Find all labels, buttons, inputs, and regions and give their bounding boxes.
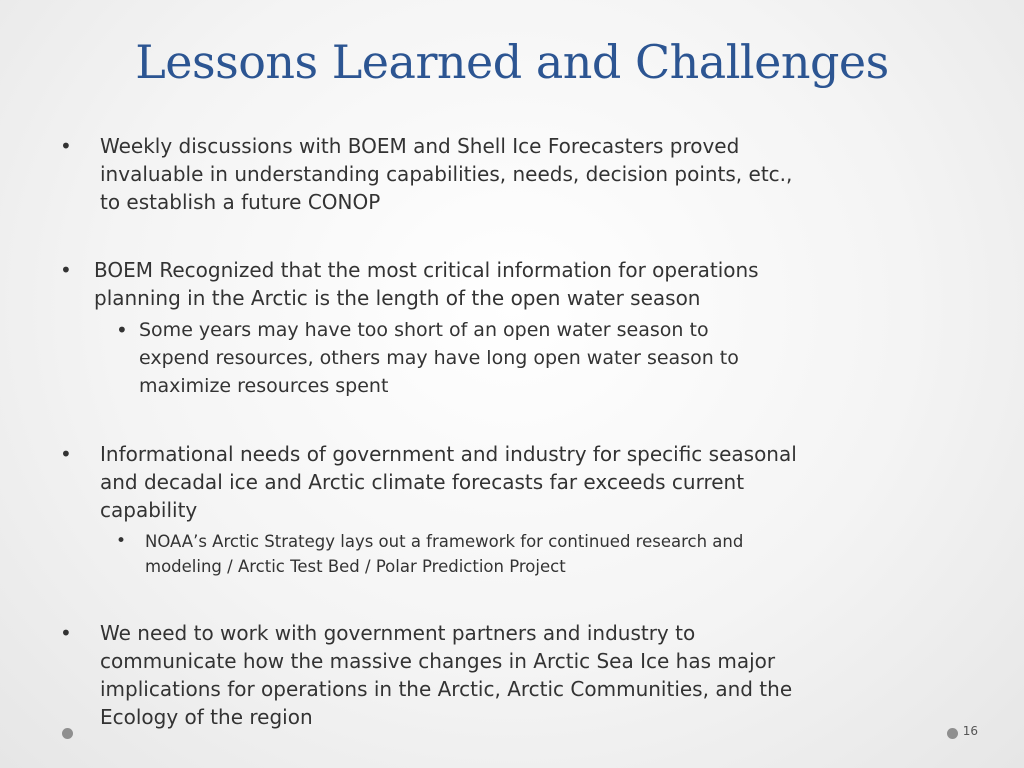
bullet-2-line-2: planning in the Arctic is the length of the open water season	[94, 286, 701, 310]
bullet-1-line-3: to establish a future CONOP	[100, 190, 381, 214]
bullet-4-line-3: implications for operations in the Arctic, Arctic Communities, and the	[100, 677, 793, 701]
bullet-4-line-1: We need to work with government partners and industry to	[100, 621, 696, 645]
bullet-4-line-4: Ecology of the region	[100, 705, 313, 729]
bullet-3-line-3: capability	[100, 498, 198, 522]
decorative-dot-left	[62, 728, 73, 739]
bullet-4-line-2: communicate how the massive changes in Arctic Sea Ice has major	[100, 649, 776, 673]
sub-bullet-2-line-2: expend resources, others may have long open water season to	[139, 347, 739, 369]
bullet-2-line-1: BOEM Recognized that the most critical information for operations	[94, 258, 759, 282]
bullet-1-line-2: invaluable in understanding capabilities, needs, decision points, etc.,	[100, 162, 793, 186]
bullet-3-line-2: and decadal ice and Arctic climate forecasts far exceeds current	[100, 470, 745, 494]
bullet-marker: •	[60, 621, 72, 645]
bullet-3-line-1: Informational needs of government and industry for specific seasonal	[100, 442, 797, 466]
sub-bullet-2-line-3: maximize resources spent	[139, 375, 389, 397]
sub-bullet-2-line-1: Some years may have too short of an open water season to	[139, 319, 709, 341]
sub-bullet-3-line-2: modeling / Arctic Test Bed / Polar Prediction Project	[145, 557, 566, 576]
bullet-1-line-1: Weekly discussions with BOEM and Shell Ice Forecasters proved	[100, 134, 740, 158]
sub-bullet-3-line-1: NOAA’s Arctic Strategy lays out a framework for continued research and	[145, 532, 744, 551]
sub-bullet-marker: •	[116, 531, 127, 551]
slide-title: Lessons Learned and Challenges	[135, 35, 889, 89]
bullet-marker: •	[60, 258, 72, 282]
decorative-dot-right	[947, 728, 958, 739]
bullet-marker: •	[60, 442, 72, 466]
page-number: 16	[962, 724, 978, 738]
sub-bullet-marker: •	[116, 318, 128, 342]
bullet-marker: •	[60, 134, 72, 158]
